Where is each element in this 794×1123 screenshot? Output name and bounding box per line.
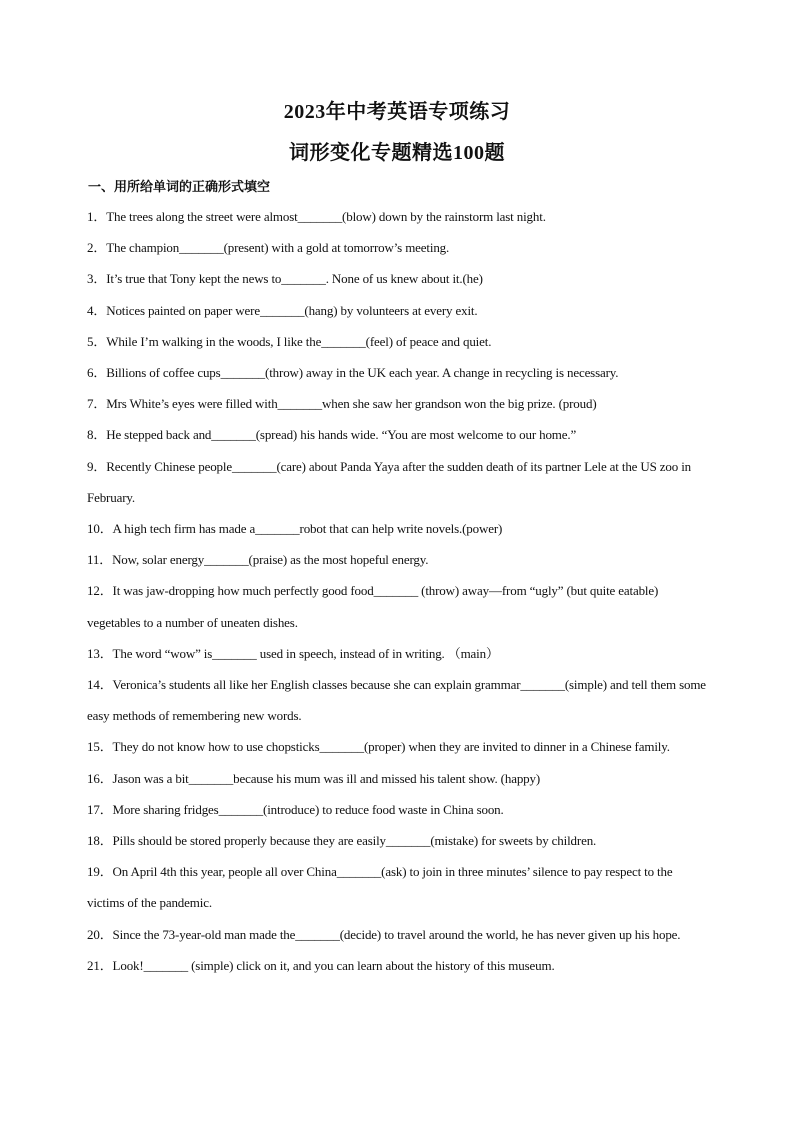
question-item: 15．They do not know how to use chopsticks_______(proper) when they are invited to dinner in a Chinese family. bbox=[87, 739, 670, 755]
question-item: 9．Recently Chinese people_______(care) about Panda Yaya after the sudden death of its partner Lele at the US zoo in February. bbox=[87, 458, 692, 505]
question-item: 3．It’s true that Tony kept the news to_______. None of us knew about it.(he) bbox=[87, 271, 483, 287]
question-item: 7．Mrs White’s eyes were filled with_______when she saw her grandson won the big prize. (proud) bbox=[87, 396, 597, 412]
question-item: 20．Since the 73-year-old man made the_______(decide) to travel around the world, he has never given up his hope. bbox=[87, 926, 681, 942]
section-heading: 一、用所给单词的正确形式填空 bbox=[88, 180, 271, 195]
question-item: 8．He stepped back and_______(spread) his hands wide. “You are most welcome to our home.” bbox=[87, 427, 577, 443]
question-item: 13．The word “wow” is_______ used in speech, instead of in writing. （main） bbox=[87, 645, 499, 661]
question-item: 5．While I’m walking in the woods, I like the_______(feel) of peace and quiet. bbox=[87, 333, 492, 349]
question-item: 14．Veronica’s students all like her English classes because she can explain grammar_______(simple) and tell them some easy methods of remembering new words. bbox=[87, 677, 706, 724]
question-list bbox=[87, 201, 711, 981]
question-item: 1．The trees along the street were almost_______(blow) down by the rainstorm last night. bbox=[87, 209, 546, 224]
question-item: 16．Jason was a bit_______because his mum was ill and missed his talent show. (happy) bbox=[87, 770, 541, 786]
question-item: 4．Notices painted on paper were_______(hang) by volunteers at every exit. bbox=[87, 302, 478, 318]
question-item: 17．More sharing fridges_______(introduce) to reduce food waste in China soon. bbox=[87, 801, 504, 817]
question-item: 19．On April 4th this year, people all over China_______(ask) to join in three minutes’ silence to pay respect to the victims of the pandemic. bbox=[87, 864, 673, 911]
question-item: 11．Now, solar energy_______(praise) as the most hopeful energy. bbox=[87, 552, 429, 568]
document-title: 2023年中考英语专项练习 bbox=[283, 101, 511, 123]
question-item: 2．The champion_______(present) with a gold at tomorrow’s meeting. bbox=[87, 240, 450, 256]
document-subtitle: 词形变化专题精选100题 bbox=[289, 142, 505, 164]
question-item: 10．A high tech firm has made a_______robot that can help write novels.(power) bbox=[87, 521, 503, 537]
question-item: 21．Look!_______ (simple) click on it, and you can learn about the history of this museum. bbox=[87, 957, 555, 973]
question-item: 18．Pills should be stored properly because they are easily_______(mistake) for sweets by children. bbox=[87, 833, 597, 849]
question-item: 6．Billions of coffee cups_______(throw) away in the UK each year. A change in recycling is necessary. bbox=[87, 365, 619, 381]
question-item: 12．It was jaw-dropping how much perfectly good food_______ (throw) away—from “ugly” (but quite eatable) vegetables to a number of uneaten dishes. bbox=[87, 583, 659, 630]
